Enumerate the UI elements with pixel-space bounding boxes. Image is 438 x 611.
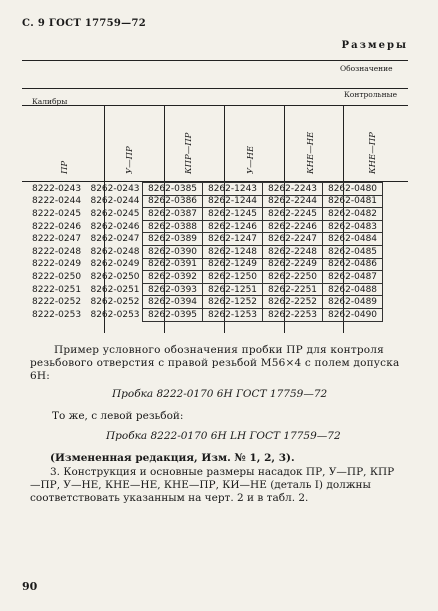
item-3: 3. Конструкция и основные размеры насадок ПР, У—ПР, КПР—ПР, У—НЕ, КНЕ—НЕ, КНЕ—ПР, КИ—НЕ (деталь I) должны соответствовать указанным на черт. 2 и в табл. 2. — [30, 466, 395, 504]
table-cell: 8262-1249 — [203, 258, 263, 271]
table-cell: 8262-1245 — [203, 208, 263, 221]
example-intro: Пример условного обозначения пробки ПР для контроля резьбового отверстия с правой резьбой M56×4 с полем допуска 6H: — [30, 344, 400, 382]
table-cell: 8262-0486 — [323, 258, 383, 271]
table-cell: 8222-0253 — [32, 309, 82, 320]
table-cell: 8222-0243 — [32, 183, 82, 194]
table-cell: 8262-2251 — [263, 283, 323, 296]
table-cell: 8262-0253 — [90, 309, 140, 320]
table-cell: 8222-0246 — [32, 221, 82, 232]
table-cell: 8222-0252 — [32, 297, 82, 308]
header-kontrolnye: Контрольные — [344, 90, 398, 99]
table-cell: 8262-1248 — [203, 245, 263, 258]
table-body — [22, 182, 383, 322]
table-cell: 8222-0248 — [32, 246, 82, 257]
table-cell: 8262-2247 — [263, 233, 323, 246]
table-cell: 8262-0487 — [323, 271, 383, 284]
table-row — [22, 245, 383, 258]
example-right: Пробка 8222-0170 6H ГОСТ 17759—72 — [112, 388, 328, 400]
table-cell: 8262-2243 — [263, 183, 323, 196]
table-cell: 8222-0250 — [32, 271, 82, 282]
table-row — [22, 308, 383, 321]
table-cell: 8262-0483 — [323, 220, 383, 233]
table-cell: 8262-0393 — [143, 283, 203, 296]
table-cell: 8222-0249 — [32, 259, 82, 270]
table-cell: 8262-2246 — [263, 220, 323, 233]
table-cell: 8222-0251 — [32, 284, 82, 295]
table-cell: 8262-0243 — [90, 183, 140, 194]
table-cell: 8222-0247 — [32, 234, 82, 245]
table-cell: 8262-0395 — [143, 308, 203, 321]
table-cell: 8262-0252 — [90, 297, 140, 308]
table-cell: 8262-0249 — [90, 259, 140, 270]
table-row — [22, 283, 383, 296]
table-cell: 8222-0244 — [32, 196, 82, 207]
table-cell: 8262-1247 — [203, 233, 263, 246]
example-left: Пробка 8222-0170 6H LH ГОСТ 17759—72 — [106, 430, 341, 442]
table-cell: 8262-0488 — [323, 283, 383, 296]
table-cell: 8262-0244 — [90, 196, 140, 207]
table-cell: 8262-2244 — [263, 195, 323, 208]
table-cell: 8262-1253 — [203, 308, 263, 321]
table-cell: 8262-2252 — [263, 296, 323, 309]
table-cell: 8262-0482 — [323, 208, 383, 221]
table-cell: 8262-2248 — [263, 245, 323, 258]
table-cell: 8262-2245 — [263, 208, 323, 221]
table-cell: 8262-0481 — [323, 195, 383, 208]
table-row — [22, 258, 383, 271]
table-row — [22, 271, 383, 284]
header-kalibry: Калибры — [32, 97, 68, 106]
table-cell: 8262-0392 — [143, 271, 203, 284]
table-cell: 8262-0388 — [143, 220, 203, 233]
table-cell: 8262-0251 — [90, 284, 140, 295]
table-cell: 8262-0484 — [323, 233, 383, 246]
table-cell: 8262-0489 — [323, 296, 383, 309]
table-rule-2 — [22, 105, 408, 106]
table-cell: 8262-0386 — [143, 195, 203, 208]
page-header: С. 9 ГОСТ 17759—72 — [22, 18, 146, 29]
table-cell: 8262-0490 — [323, 308, 383, 321]
table-cell: 8262-0247 — [90, 234, 140, 245]
table-row — [22, 296, 383, 309]
table-cell: 8262-0485 — [323, 245, 383, 258]
table-rule-1 — [22, 88, 408, 89]
table-row — [22, 233, 383, 246]
table-title: Размеры — [341, 40, 408, 51]
table-top-rule — [22, 60, 408, 61]
table-cell: 8262-0250 — [90, 271, 140, 282]
col-head-u-ne: У—НЕ — [246, 145, 256, 174]
table-cell: 8262-1250 — [203, 271, 263, 284]
col-head-kne-pr: КНЕ—ПР — [368, 132, 378, 174]
revision-note: (Измененная редакция, Изм. № 1, 2, 3). — [50, 452, 295, 464]
col-head-u-pr: У—ПР — [125, 146, 135, 174]
table-cell: 8262-0246 — [90, 221, 140, 232]
col-head-pr: ПР — [60, 160, 70, 174]
table-cell: 8262-1243 — [203, 183, 263, 196]
left-intro: То же, с левой резьбой: — [52, 410, 184, 422]
table-cell: 8262-1252 — [203, 296, 263, 309]
page-number: 90 — [22, 580, 38, 593]
table-row — [22, 195, 383, 208]
table-cell: 8262-0248 — [90, 246, 140, 257]
table-cell: 8262-2250 — [263, 271, 323, 284]
table-row — [22, 220, 383, 233]
table-cell: 8262-0390 — [143, 245, 203, 258]
table-cell: 8262-0389 — [143, 233, 203, 246]
col-head-kne-ne: КНЕ—НЕ — [306, 131, 316, 174]
table-cell: 8262-0245 — [90, 208, 140, 219]
table-cell: 8262-0391 — [143, 258, 203, 271]
table-row — [22, 208, 383, 221]
table-cell: 8262-2249 — [263, 258, 323, 271]
table-cell: 8262-1246 — [203, 220, 263, 233]
header-oboznachenie: Обозначение — [340, 64, 393, 73]
table-row — [22, 183, 383, 196]
table-cell: 8262-2253 — [263, 308, 323, 321]
table-cell: 8262-0385 — [143, 183, 203, 196]
table-cell: 8262-1251 — [203, 283, 263, 296]
table-cell: 8262-0480 — [323, 183, 383, 196]
table-cell: 8262-0387 — [143, 208, 203, 221]
table-cell: 8262-0394 — [143, 296, 203, 309]
table-cell: 8262-1244 — [203, 195, 263, 208]
table-cell: 8222-0245 — [32, 208, 82, 219]
col-head-kpr-pr: КПР—ПР — [184, 132, 194, 174]
